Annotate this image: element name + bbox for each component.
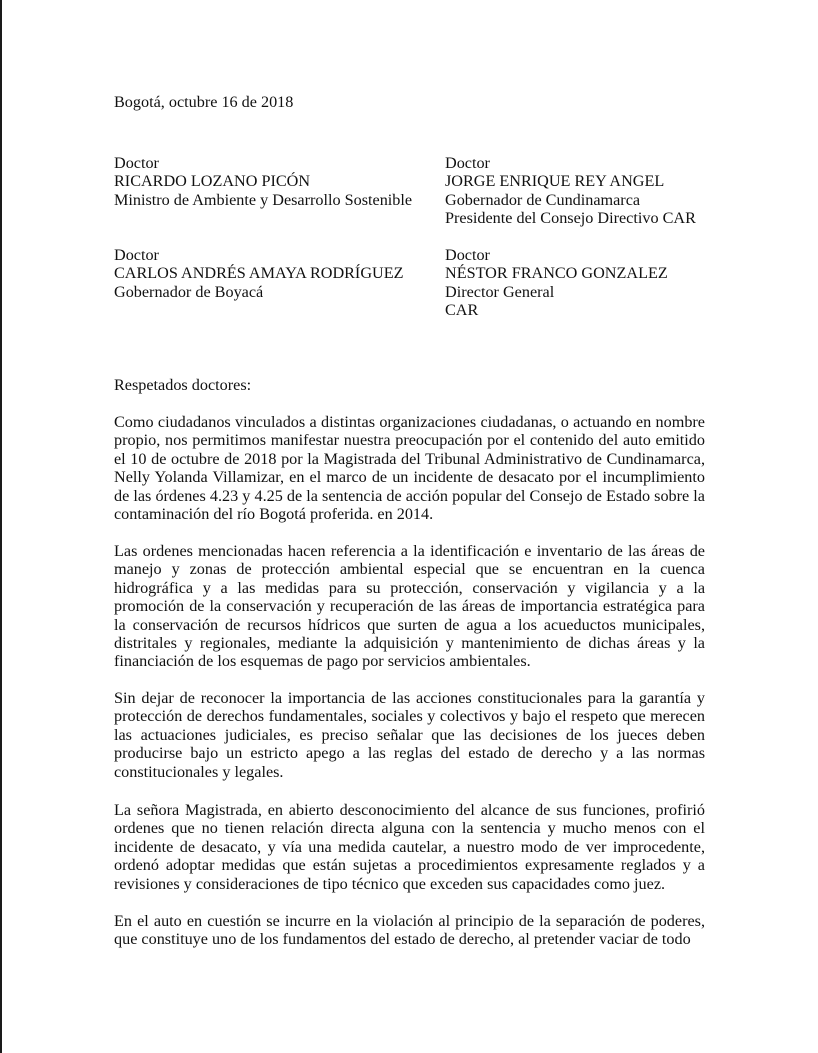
letter-date: Bogotá, octubre 16 de 2018 xyxy=(114,93,294,111)
recipient-block xyxy=(445,246,668,320)
recipient-title: Doctor xyxy=(114,154,159,172)
recipient-name: JORGE ENRIQUE REY ANGEL xyxy=(445,172,665,191)
salutation: Respetados doctores: xyxy=(114,376,252,394)
recipient-name: RICARDO LOZANO PICÓN xyxy=(114,172,311,191)
body-paragraph: Como ciudadanos vinculados a distintas organizaciones ciudadanas, o actuando en nombre propio, nos permitimos manifestar nuestra preocupación por el contenido del auto emitido el 10 de octubre de 2018 por la Magistrada del Tribunal Administrativo de Cundinamarca, Nelly Yolanda Villamizar, en el marco de un incidente de desacato por el incumplimiento de las órdenes 4.23 y 4.25 de la sentencia de acción popular del Consejo de Estado sobre la contaminación del río Bogotá proferida. en 2014. xyxy=(114,413,705,524)
recipient-role: Gobernador de Cundinamarca xyxy=(445,190,641,209)
recipient-title: Doctor xyxy=(445,154,490,172)
recipient-title: Doctor xyxy=(114,246,159,264)
recipient-block xyxy=(114,154,412,209)
body-paragraph: En el auto en cuestión se incurre en la violación al principio de la separación de poderes, que constituye uno de los fundamentos del estado de derecho, al pretender vaciar de todo xyxy=(114,912,705,949)
recipient-role: Director General xyxy=(445,282,555,301)
body-paragraph: Sin dejar de reconocer la importancia de las acciones constitucionales para la garantía y protección de derechos fundamentales, sociales y colectivos y bajo el respeto que merecen las actuaciones judiciales, es preciso señalar que las decisiones de los jueces deben producirse bajo un estricto apego a las reglas del estado de derecho y a las normas constitucionales y legales. xyxy=(114,689,705,781)
body-paragraph: La señora Magistrada, en abierto desconocimiento del alcance de sus funciones, profirió ordenes que no tienen relación directa alguna con la sentencia y mucho menos con el incidente de desacato, y vía una medida cautelar, a nuestro modo de ver improcedente, ordenó adoptar medidas que están sujetas a procedimientos expresamente reglados y a revisiones y consideraciones de tipo técnico que exceden sus capacidades como juez. xyxy=(114,801,705,893)
recipient-role: Gobernador de Boyacá xyxy=(114,282,264,301)
recipient-block xyxy=(445,154,696,228)
recipient-name: NÉSTOR FRANCO GONZALEZ xyxy=(445,264,668,283)
recipient-role: Ministro de Ambiente y Desarrollo Sostenible xyxy=(114,190,413,209)
recipient-name: CARLOS ANDRÉS AMAYA RODRÍGUEZ xyxy=(114,264,404,283)
recipient-role: Presidente del Consejo Directivo CAR xyxy=(445,209,696,228)
recipient-role: CAR xyxy=(445,301,479,320)
recipient-block xyxy=(114,246,403,301)
recipient-title: Doctor xyxy=(445,246,490,264)
body-paragraph: Las ordenes mencionadas hacen referencia a la identificación e inventario de las áreas de manejo y zonas de protección ambiental especial que se encuentran en la cuenca hidrográfica y a las medidas para su protección, conservación y vigilancia y a la promoción de la conservación y recuperación de las áreas de importancia estratégica para la conservación de recursos hídricos que surten de agua a los acueductos municipales, distritales y regionales, mediante la adquisición y mantenimiento de dichas áreas y la financiación de los esquemas de pago por servicios ambientales. xyxy=(114,542,705,671)
